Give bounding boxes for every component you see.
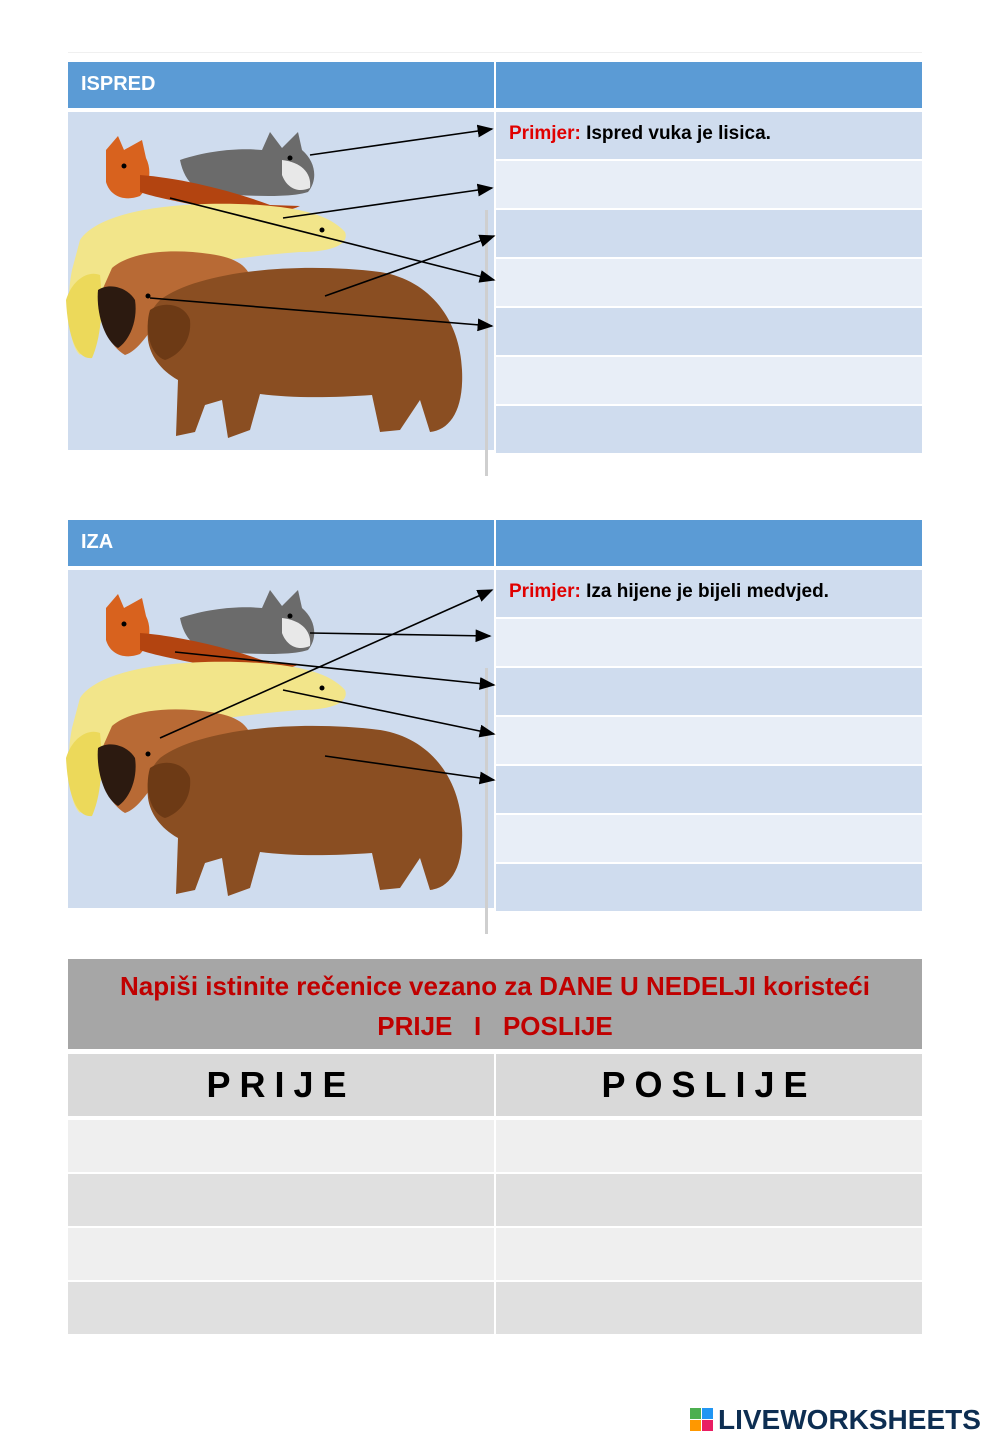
brand-name: LIVEWORKSHEETS — [718, 1404, 981, 1435]
prije-answer-cell[interactable] — [68, 1282, 494, 1334]
ispred-answer-row-5[interactable] — [496, 357, 922, 404]
section-ispred — [68, 62, 922, 477]
iza-answer-row-2[interactable] — [496, 668, 922, 715]
ispred-answer-row-6[interactable] — [496, 406, 922, 453]
divider-line — [485, 210, 488, 476]
instruction-line-2: PRIJE I POSLIJE — [377, 1011, 613, 1041]
section-iza — [68, 520, 922, 935]
poslije-answer-cell[interactable] — [496, 1174, 922, 1226]
iza-answer-row-4[interactable] — [496, 766, 922, 813]
ispred-answer-row-1[interactable] — [496, 161, 922, 208]
example-label: Primjer: — [509, 123, 581, 144]
prije-answer-cell[interactable] — [68, 1120, 494, 1172]
iza-header-right — [496, 520, 922, 566]
iza-animals-image — [68, 570, 494, 908]
iza-header — [68, 520, 494, 566]
poslije-answer-cell[interactable] — [496, 1228, 922, 1280]
example-label: Primjer: — [509, 581, 581, 602]
ispred-title: ISPRED — [81, 73, 156, 95]
ispred-animals-image — [68, 112, 494, 450]
ispred-header — [68, 62, 494, 108]
iza-answer-row-5[interactable] — [496, 815, 922, 862]
poslije-answer-cell[interactable] — [496, 1282, 922, 1334]
ispred-answer-row-4[interactable] — [496, 308, 922, 355]
task-instruction — [68, 959, 922, 1049]
prije-answer-cell[interactable] — [68, 1228, 494, 1280]
iza-title: IZA — [81, 531, 114, 553]
prije-answer-cell[interactable] — [68, 1174, 494, 1226]
example-text: Ispred vuka je lisica. — [580, 123, 771, 144]
iza-answer-row-example — [496, 570, 922, 617]
poslije-answer-cell[interactable] — [496, 1120, 922, 1172]
divider-line — [485, 668, 488, 934]
column-header-poslije: POSLIJE — [496, 1054, 922, 1116]
ispred-header-right — [496, 62, 922, 108]
iza-answer-row-3[interactable] — [496, 717, 922, 764]
instruction-line-1: Napiši istinite rečenice vezano za DANE U NEDELJI koristeći — [120, 971, 870, 1001]
iza-answer-row-6[interactable] — [496, 864, 922, 911]
ispred-answer-row-3[interactable] — [496, 259, 922, 306]
ispred-answer-row-2[interactable] — [496, 210, 922, 257]
top-divider — [68, 52, 922, 53]
ispred-answer-row-example — [496, 112, 922, 159]
iza-answer-row-1[interactable] — [496, 619, 922, 666]
column-header-prije: PRIJE — [68, 1054, 494, 1116]
example-text: Iza hijene je bijeli medvjed. — [580, 581, 829, 602]
